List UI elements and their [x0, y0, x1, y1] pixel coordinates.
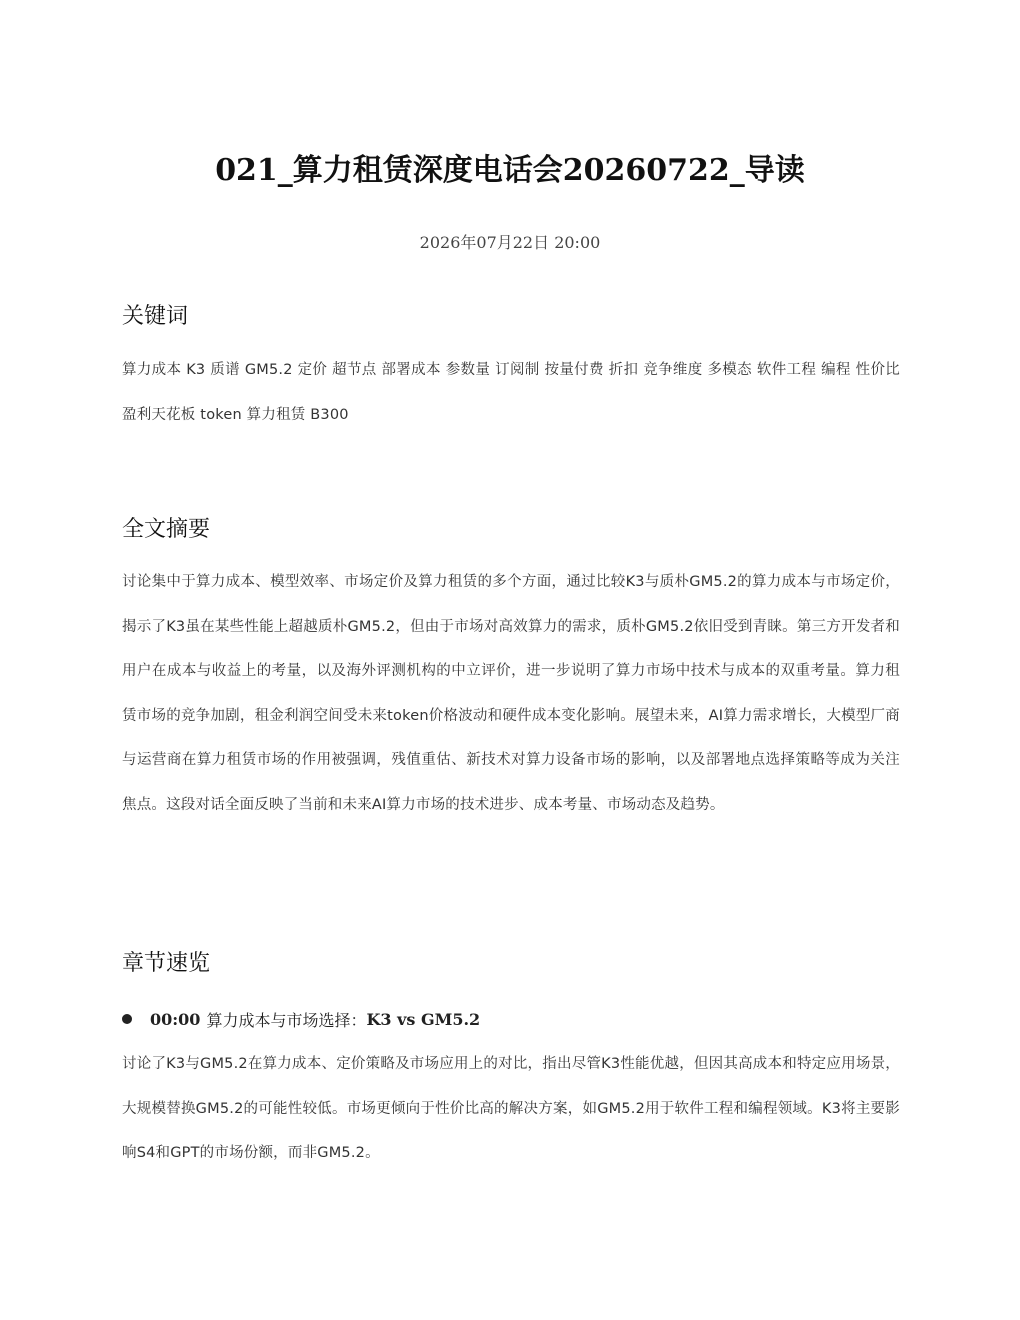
chapter-time: 00:00 [150, 1009, 201, 1029]
bullet-icon [122, 1014, 132, 1024]
chapter-description: 讨论了K3与GM5.2在算力成本、定价策略及市场应用上的对比，指出尽管K3性能优越，但因其高成本和特定应用场景，大规模替换GM5.2的可能性较低。市场更倾向于性价比高的解决方案，如GM5.2用于软件工程和编程领域。K3将主要影响S4和GPT的市场份额，而非GM5.2。 [122, 1056, 900, 1161]
keywords-heading: 关键词 [122, 304, 189, 329]
chapter-title-suffix: K3 vs GM5.2 [366, 1009, 481, 1029]
chapter-title-prefix: 算力成本与市场选择： [206, 1010, 367, 1030]
chapters-heading: 章节速览 [122, 951, 211, 976]
summary-text: 讨论集中于算力成本、模型效率、市场定价及算力租赁的多个方面，通过比较K3与质朴GM5.2的算力成本与市场定价，揭示了K3虽在某些性能上超越质朴GM5.2，但由于市场对高效算力的需求，质朴GM5.2依旧受到青睐。第三方开发者和用户在成本与收益上的考量，以及海外评测机构的中立评价，进一步说明了算力市场中技术与成本的双重考量。算力租赁市场的竞争加剧，租金利润空间受未来token价格波动和硬件成本变化影响。展望未来，AI算力需求增长，大模型厂商与运营商在算力租赁市场的作用被强调，残值重估、新技术对算力设备市场的影响，以及部署地点选择策略等成为关注焦点。这段对话全面反映了当前和未来AI算力市场的技术进步、成本考量、市场动态及趋势。 [122, 574, 900, 813]
keywords-text: 算力成本 K3 质谱 GM5.2 定价 超节点 部署成本 参数量 订阅制 按量付费 折扣 竞争维度 多模态 软件工程 编程 性价比 盈利天花板 token 算力租赁 B300 [122, 362, 900, 423]
chapter-item [122, 1006, 900, 1032]
document-date: 2026年07月22日 20:00 [419, 233, 601, 252]
document-title: 021_算力租赁深度电话会20260722_导读 [215, 153, 805, 188]
summary-heading: 全文摘要 [122, 517, 211, 542]
